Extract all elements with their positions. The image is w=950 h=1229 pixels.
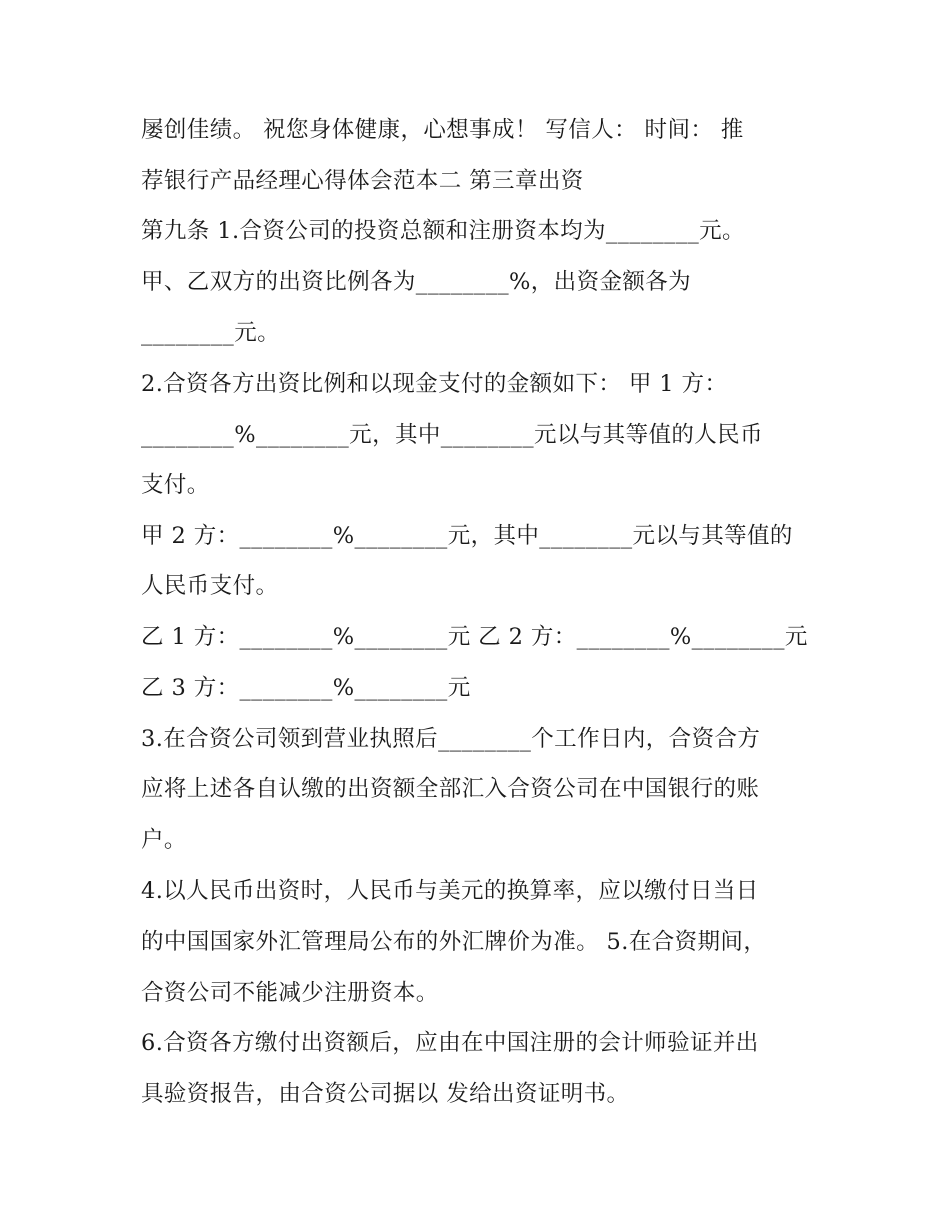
text-line: 4.以人民币出资时，人民币与美元的换算率，应以缴付日当日: [141, 878, 759, 904]
text-line: 2.合资各方出资比例和以现金支付的金额如下： 甲 1 方：: [141, 371, 728, 397]
text-line: 的中国国家外汇管理局公布的外汇牌价为准。 5.在合资期间，: [141, 929, 767, 955]
text-line: 荐银行产品经理心得体会范本二 第三章出资: [141, 168, 584, 194]
text-line: ________元。: [141, 320, 281, 346]
text-line: 甲 2 方：________%________元，其中________元以与其等值的: [141, 523, 793, 549]
text-line: 合资公司不能减少注册资本。: [141, 980, 439, 1006]
text-line: 户。: [141, 827, 187, 853]
text-line: 3.在合资公司领到营业执照后________个工作日内，合资合方: [141, 726, 761, 752]
text-line: 6.合资各方缴付出资额后，应由在中国注册的会计师验证并出: [141, 1030, 759, 1056]
text-line: 乙 3 方：________%________元: [141, 675, 471, 701]
text-line: ________%________元，其中________元以与其等值的人民币: [141, 422, 763, 448]
text-line: 第九条 1.合资公司的投资总额和注册资本均为________元。: [141, 218, 745, 244]
text-line: 乙 1 方：________%________元 乙 2 方：________%________元: [141, 624, 808, 650]
text-line: 具验资报告，由合资公司据以 发给出资证明书。: [141, 1081, 630, 1107]
text-line: 应将上述各自认缴的出资额全部汇入合资公司在中国银行的账: [141, 776, 760, 802]
text-line: 支付。: [141, 472, 210, 498]
text-line: 甲、乙双方的出资比例各为________%，出资金额各为: [141, 269, 692, 295]
text-line: 屡创佳绩。 祝您身体健康，心想事成！ 写信人： 时间： 推: [141, 117, 744, 143]
text-line: 人民币支付。: [141, 573, 279, 599]
